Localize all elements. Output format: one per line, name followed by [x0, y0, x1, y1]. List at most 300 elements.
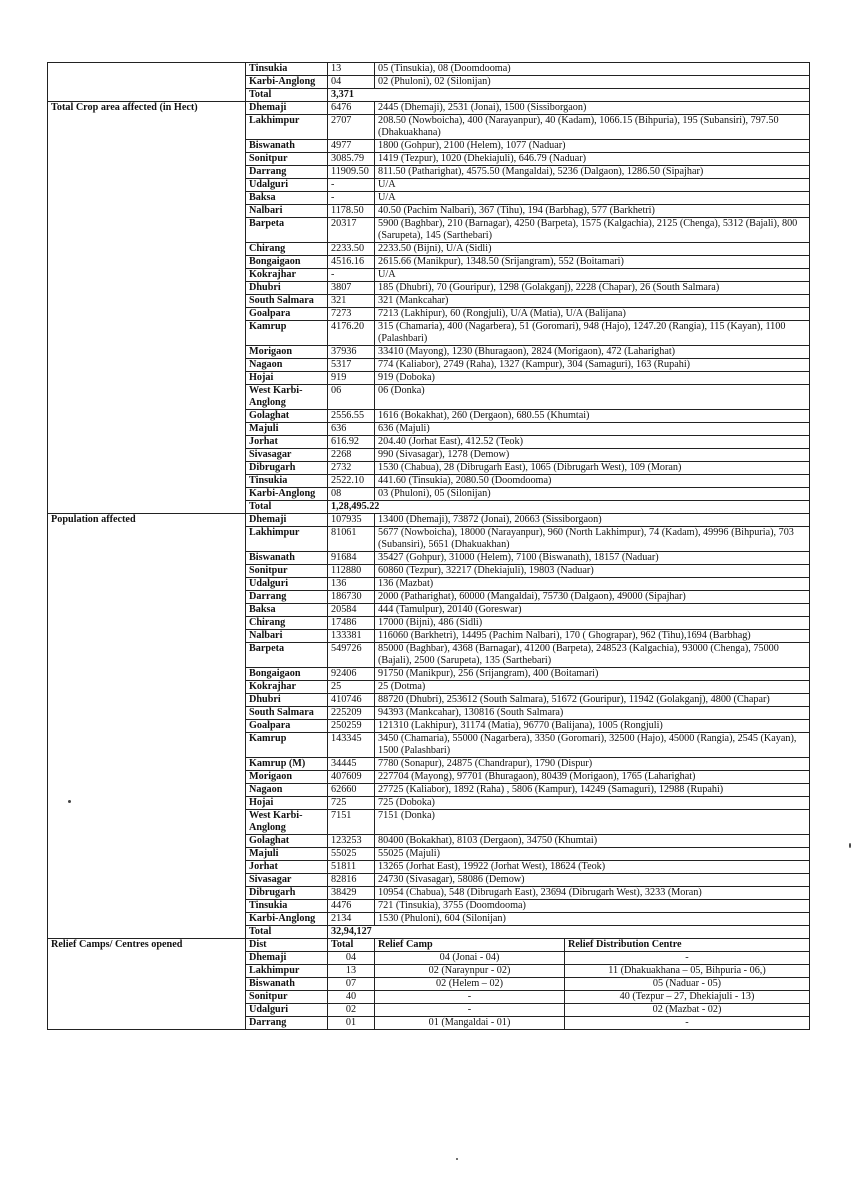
- district-cell: Lakhimpur: [246, 115, 328, 140]
- table-row: [48, 591, 810, 604]
- district-cell: Nagaon: [246, 359, 328, 372]
- district-cell: Darrang: [246, 591, 328, 604]
- district-cell: Lakhimpur: [246, 527, 328, 552]
- table-row: [48, 643, 810, 668]
- detail-cell: 1616 (Bokakhat), 260 (Dergaon), 680.55 (Khumtai): [375, 410, 810, 423]
- table-row: [48, 269, 810, 282]
- value-cell: 62660: [328, 784, 375, 797]
- table-row: [48, 218, 810, 243]
- table-row: [48, 436, 810, 449]
- value-cell: 107935: [328, 514, 375, 527]
- value-cell: 7151: [328, 810, 375, 835]
- detail-cell: 88720 (Dhubri), 253612 (South Salmara), 51672 (Gouripur), 11942 (Golakganj), 4800 (Chapar): [375, 694, 810, 707]
- value-cell: 2707: [328, 115, 375, 140]
- table-row: [48, 475, 810, 488]
- detail-cell: 208.50 (Nowboicha), 400 (Narayanpur), 40 (Kadam), 1066.15 (Bihpuria), 195 (Subansiri), 797.50 (Dhakuakhana): [375, 115, 810, 140]
- detail-cell: 24730 (Sivasagar), 58086 (Demow): [375, 874, 810, 887]
- detail-cell: 40.50 (Pachim Nalbari), 367 (Tihu), 194 (Barbhag), 577 (Barkhetri): [375, 205, 810, 218]
- district-cell: Biswanath: [246, 978, 328, 991]
- section-label: [48, 784, 246, 797]
- detail-cell: 10954 (Chabua), 548 (Dibrugarh East), 23694 (Dibrugarh West), 3233 (Moran): [375, 887, 810, 900]
- district-cell: Bongaigaon: [246, 256, 328, 269]
- detail-cell: 725 (Doboka): [375, 797, 810, 810]
- section-label: [48, 76, 246, 89]
- detail-cell: 315 (Chamaria), 400 (Nagarbera), 51 (Goromari), 948 (Hajo), 1247.20 (Rangia), 115 (Kayan), 1100 (Palashbari): [375, 321, 810, 346]
- detail-cell: 136 (Mazbat): [375, 578, 810, 591]
- relief-camp-cell: 02 (Naraynpur - 02): [375, 965, 565, 978]
- section-label: [48, 321, 246, 346]
- section-label: [48, 630, 246, 643]
- detail-cell: 06 (Donka): [375, 385, 810, 410]
- value-cell: 25: [328, 681, 375, 694]
- camp-row: [48, 965, 810, 978]
- section-label: [48, 733, 246, 758]
- detail-cell: 321 (Mankcahar): [375, 295, 810, 308]
- value-cell: 136: [328, 578, 375, 591]
- total-value: 1,28,495.22: [328, 501, 810, 514]
- section-label: [48, 578, 246, 591]
- district-cell: Kokrajhar: [246, 269, 328, 282]
- table-row: [48, 449, 810, 462]
- detail-cell: 35427 (Gohpur), 31000 (Helem), 7100 (Biswanath), 18157 (Naduar): [375, 552, 810, 565]
- table-row: [48, 462, 810, 475]
- district-cell: Sonitpur: [246, 991, 328, 1004]
- table-row: [48, 423, 810, 436]
- district-cell: Jorhat: [246, 861, 328, 874]
- section-label: Total Crop area affected (in Hect): [48, 102, 246, 115]
- relief-camp-cell: 01 (Mangaldai - 01): [375, 1017, 565, 1030]
- district-cell: Goalpara: [246, 720, 328, 733]
- detail-cell: 2445 (Dhemaji), 2531 (Jonai), 1500 (Sissiborgaon): [375, 102, 810, 115]
- section-label: [48, 449, 246, 462]
- district-cell: Lakhimpur: [246, 965, 328, 978]
- section-label: [48, 89, 246, 102]
- table-row: [48, 861, 810, 874]
- section-label: [48, 874, 246, 887]
- detail-cell: 1419 (Tezpur), 1020 (Dhekiajuli), 646.79 (Naduar): [375, 153, 810, 166]
- table-row: [48, 565, 810, 578]
- table-row: [48, 681, 810, 694]
- section-label: [48, 140, 246, 153]
- value-cell: 08: [328, 488, 375, 501]
- value-cell: 112880: [328, 565, 375, 578]
- table-row: [48, 205, 810, 218]
- value-cell: 4476: [328, 900, 375, 913]
- section-label: [48, 527, 246, 552]
- value-cell: 250259: [328, 720, 375, 733]
- detail-cell: U/A: [375, 269, 810, 282]
- detail-cell: U/A: [375, 179, 810, 192]
- camp-row: [48, 1004, 810, 1017]
- value-cell: 2268: [328, 449, 375, 462]
- table-row: [48, 166, 810, 179]
- table-row: [48, 243, 810, 256]
- value-cell: 51811: [328, 861, 375, 874]
- value-cell: 91684: [328, 552, 375, 565]
- table-row: [48, 102, 810, 115]
- detail-cell: 60860 (Tezpur), 32217 (Dhekiajuli), 19803 (Naduar): [375, 565, 810, 578]
- relief-centre-cell: 40 (Tezpur – 27, Dhekiajuli - 13): [565, 991, 810, 1004]
- section-label: [48, 810, 246, 835]
- camps-header-row: [48, 939, 810, 952]
- district-cell: Tinsukia: [246, 900, 328, 913]
- relief-camp-cell: 04 (Jonai - 04): [375, 952, 565, 965]
- detail-cell: 919 (Doboka): [375, 372, 810, 385]
- district-cell: Total: [246, 926, 328, 939]
- section-label: [48, 771, 246, 784]
- table-row: [48, 758, 810, 771]
- section-label: [48, 952, 246, 965]
- section-label: [48, 991, 246, 1004]
- detail-cell: 27725 (Kaliabor), 1892 (Raha) , 5806 (Kampur), 14249 (Samaguri), 12988 (Rupahi): [375, 784, 810, 797]
- table-row: [48, 527, 810, 552]
- district-cell: Goalpara: [246, 308, 328, 321]
- section-label: [48, 835, 246, 848]
- section-label: [48, 604, 246, 617]
- district-cell: Chirang: [246, 243, 328, 256]
- table-row: [48, 552, 810, 565]
- section-label: [48, 707, 246, 720]
- value-cell: 321: [328, 295, 375, 308]
- section-label: [48, 63, 246, 76]
- value-cell: 4176.20: [328, 321, 375, 346]
- table-row: [48, 874, 810, 887]
- district-cell: Kamrup (M): [246, 758, 328, 771]
- table-row: [48, 630, 810, 643]
- value-cell: -: [328, 179, 375, 192]
- detail-cell: 80400 (Bokakhat), 8103 (Dergaon), 34750 (Khumtai): [375, 835, 810, 848]
- table-row: [48, 810, 810, 835]
- section-label: [48, 965, 246, 978]
- detail-cell: 811.50 (Patharighat), 4575.50 (Mangaldai), 5236 (Dalgaon), 1286.50 (Sipajhar): [375, 166, 810, 179]
- section-label: [48, 643, 246, 668]
- district-cell: Total: [246, 501, 328, 514]
- detail-cell: 774 (Kaliabor), 2749 (Raha), 1327 (Kampur), 304 (Samaguri), 163 (Rupahi): [375, 359, 810, 372]
- district-cell: Dhemaji: [246, 514, 328, 527]
- section-label: [48, 295, 246, 308]
- detail-cell: 7151 (Donka): [375, 810, 810, 835]
- district-cell: Nalbari: [246, 630, 328, 643]
- value-cell: 20317: [328, 218, 375, 243]
- value-cell: 2134: [328, 913, 375, 926]
- table-row: [48, 617, 810, 630]
- district-cell: Morigaon: [246, 771, 328, 784]
- section-label: [48, 861, 246, 874]
- district-cell: Dibrugarh: [246, 462, 328, 475]
- camp-head-total: Total: [328, 939, 375, 952]
- section-label: [48, 552, 246, 565]
- scan-speck: [849, 843, 851, 848]
- section-label: [48, 256, 246, 269]
- table-row: [48, 140, 810, 153]
- detail-cell: 2000 (Patharighat), 60000 (Mangaldai), 75730 (Dalgaon), 49000 (Sipajhar): [375, 591, 810, 604]
- district-cell: Sivasagar: [246, 449, 328, 462]
- table-row: [48, 578, 810, 591]
- detail-cell: 85000 (Baghbar), 4368 (Barnagar), 41200 (Barpeta), 248523 (Kalgachia), 93000 (Chenga), 75000 (Bajali), 2500 (Sarupeta), 135 (Sarthebari): [375, 643, 810, 668]
- section-label: [48, 501, 246, 514]
- table-row: [48, 848, 810, 861]
- value-cell: 2556.55: [328, 410, 375, 423]
- value-cell: -: [328, 192, 375, 205]
- value-cell: 123253: [328, 835, 375, 848]
- district-cell: Morigaon: [246, 346, 328, 359]
- section-label: [48, 153, 246, 166]
- district-cell: Golaghat: [246, 410, 328, 423]
- detail-cell: 1530 (Phuloni), 604 (Silonijan): [375, 913, 810, 926]
- value-cell: 34445: [328, 758, 375, 771]
- detail-cell: 7213 (Lakhipur), 60 (Rongjuli), U/A (Matia), U/A (Balijana): [375, 308, 810, 321]
- section-label: Population affected: [48, 514, 246, 527]
- section-label: [48, 913, 246, 926]
- relief-camp-cell: -: [375, 991, 565, 1004]
- section-label: [48, 887, 246, 900]
- value-cell: 82816: [328, 874, 375, 887]
- district-cell: Majuli: [246, 848, 328, 861]
- detail-cell: 3450 (Chamaria), 55000 (Nagarbera), 3350 (Goromari), 32500 (Hajo), 45000 (Rangia), 2545 (Kayan), 1500 (Palashbari): [375, 733, 810, 758]
- value-cell: 13: [328, 63, 375, 76]
- section-label: [48, 308, 246, 321]
- detail-cell: 185 (Dhubri), 70 (Gouripur), 1298 (Golakganj), 2228 (Chapar), 26 (South Salmara): [375, 282, 810, 295]
- section-label: [48, 591, 246, 604]
- district-cell: Total: [246, 89, 328, 102]
- value-cell: 143345: [328, 733, 375, 758]
- value-cell: 38429: [328, 887, 375, 900]
- value-cell: 133381: [328, 630, 375, 643]
- camp-total-cell: 01: [328, 1017, 375, 1030]
- value-cell: 410746: [328, 694, 375, 707]
- section-label: [48, 346, 246, 359]
- table-row: [48, 784, 810, 797]
- value-cell: 225209: [328, 707, 375, 720]
- section-label: [48, 462, 246, 475]
- camp-head-centre: Relief Distribution Centre: [565, 939, 810, 952]
- section-label: [48, 385, 246, 410]
- detail-cell: 05 (Tinsukia), 08 (Doomdooma): [375, 63, 810, 76]
- detail-cell: 1800 (Gohpur), 2100 (Helem), 1077 (Naduar): [375, 140, 810, 153]
- detail-cell: 441.60 (Tinsukia), 2080.50 (Doomdooma): [375, 475, 810, 488]
- relief-camp-cell: 02 (Helem – 02): [375, 978, 565, 991]
- section-label: [48, 205, 246, 218]
- detail-cell: 33410 (Mayong), 1230 (Bhuragaon), 2824 (Morigaon), 472 (Laharighat): [375, 346, 810, 359]
- district-cell: Chirang: [246, 617, 328, 630]
- table-row: [48, 192, 810, 205]
- scan-speck: [68, 800, 71, 803]
- detail-cell: 03 (Phuloni), 05 (Silonijan): [375, 488, 810, 501]
- district-cell: Udalguri: [246, 578, 328, 591]
- relief-camp-cell: -: [375, 1004, 565, 1017]
- value-cell: 4977: [328, 140, 375, 153]
- camp-total-cell: 13: [328, 965, 375, 978]
- section-label: [48, 282, 246, 295]
- value-cell: -: [328, 269, 375, 282]
- table-row: [48, 115, 810, 140]
- relief-centre-cell: 02 (Mazbat - 02): [565, 1004, 810, 1017]
- detail-cell: 636 (Majuli): [375, 423, 810, 436]
- table-row: [48, 256, 810, 269]
- district-cell: Tinsukia: [246, 63, 328, 76]
- detail-cell: U/A: [375, 192, 810, 205]
- district-cell: Dhubri: [246, 694, 328, 707]
- value-cell: 2732: [328, 462, 375, 475]
- section-label: [48, 1017, 246, 1030]
- value-cell: 37936: [328, 346, 375, 359]
- section-label: [48, 423, 246, 436]
- detail-cell: 990 (Sivasagar), 1278 (Demow): [375, 449, 810, 462]
- section-label: [48, 1004, 246, 1017]
- scan-speck: [456, 1158, 458, 1160]
- district-cell: West Karbi-Anglong: [246, 385, 328, 410]
- detail-cell: 5677 (Nowboicha), 18000 (Narayanpur), 960 (North Lakhimpur), 74 (Kadam), 49996 (Bihpuria), 703 (Subansiri), 5651 (Dhakuakhan): [375, 527, 810, 552]
- camp-total-cell: 02: [328, 1004, 375, 1017]
- detail-cell: 116060 (Barkhetri), 14495 (Pachim Nalbari), 170 ( Ghograpar), 962 (Tihu),1694 (Barbhag): [375, 630, 810, 643]
- value-cell: 186730: [328, 591, 375, 604]
- section-label: [48, 410, 246, 423]
- table-row: [48, 900, 810, 913]
- district-cell: Dibrugarh: [246, 887, 328, 900]
- table-row: [48, 385, 810, 410]
- value-cell: 20584: [328, 604, 375, 617]
- district-cell: Barpeta: [246, 643, 328, 668]
- detail-cell: 5900 (Baghbar), 210 (Barnagar), 4250 (Barpeta), 1575 (Kalgachia), 2125 (Chenga), 5312 (Bajali), 800 (Sarupeta), 145 (Sarthebari): [375, 218, 810, 243]
- value-cell: 5317: [328, 359, 375, 372]
- section-label: [48, 488, 246, 501]
- value-cell: 3085.79: [328, 153, 375, 166]
- district-cell: Udalguri: [246, 1004, 328, 1017]
- section-label: [48, 192, 246, 205]
- district-cell: Biswanath: [246, 140, 328, 153]
- value-cell: 06: [328, 385, 375, 410]
- detail-cell: 17000 (Bijni), 486 (Sidli): [375, 617, 810, 630]
- table-row: [48, 771, 810, 784]
- district-cell: Kamrup: [246, 321, 328, 346]
- table-row: [48, 179, 810, 192]
- camp-total-cell: 40: [328, 991, 375, 1004]
- value-cell: 919: [328, 372, 375, 385]
- district-cell: Tinsukia: [246, 475, 328, 488]
- district-cell: Baksa: [246, 604, 328, 617]
- value-cell: 2233.50: [328, 243, 375, 256]
- value-cell: 04: [328, 76, 375, 89]
- detail-cell: 02 (Phuloni), 02 (Silonijan): [375, 76, 810, 89]
- table-row: [48, 282, 810, 295]
- value-cell: 11909.50: [328, 166, 375, 179]
- detail-cell: 721 (Tinsukia), 3755 (Doomdooma): [375, 900, 810, 913]
- detail-cell: 1530 (Chabua), 28 (Dibrugarh East), 1065 (Dibrugarh West), 109 (Moran): [375, 462, 810, 475]
- table-row: [48, 63, 810, 76]
- table-row: [48, 668, 810, 681]
- detail-cell: 2233.50 (Bijni), U/A (Sidli): [375, 243, 810, 256]
- district-cell: Kamrup: [246, 733, 328, 758]
- district-cell: Sonitpur: [246, 565, 328, 578]
- value-cell: 616.92: [328, 436, 375, 449]
- table-row: [48, 694, 810, 707]
- section-label: Relief Camps/ Centres opened: [48, 939, 246, 952]
- total-row: [48, 926, 810, 939]
- detail-cell: 204.40 (Jorhat East), 412.52 (Teok): [375, 436, 810, 449]
- value-cell: 636: [328, 423, 375, 436]
- value-cell: 3807: [328, 282, 375, 295]
- section-label: [48, 617, 246, 630]
- district-cell: Kokrajhar: [246, 681, 328, 694]
- table-row: [48, 346, 810, 359]
- district-cell: Golaghat: [246, 835, 328, 848]
- camp-total-cell: 04: [328, 952, 375, 965]
- value-cell: 17486: [328, 617, 375, 630]
- table-row: [48, 308, 810, 321]
- table-row: [48, 797, 810, 810]
- relief-centre-cell: -: [565, 1017, 810, 1030]
- section-label: [48, 926, 246, 939]
- detail-cell: 121310 (Lakhipur), 31174 (Matia), 96770 (Balijana), 1005 (Rongjuli): [375, 720, 810, 733]
- section-label: [48, 436, 246, 449]
- district-cell: Hojai: [246, 372, 328, 385]
- section-label: [48, 243, 246, 256]
- table-row: [48, 359, 810, 372]
- table-row: [48, 488, 810, 501]
- relief-centre-cell: -: [565, 952, 810, 965]
- district-cell: Dhemaji: [246, 102, 328, 115]
- table-row: [48, 733, 810, 758]
- district-cell: Nagaon: [246, 784, 328, 797]
- detail-cell: 94393 (Mankcahar), 130816 (South Salmara): [375, 707, 810, 720]
- district-cell: Karbi-Anglong: [246, 913, 328, 926]
- table-row: [48, 720, 810, 733]
- section-label: [48, 681, 246, 694]
- camp-head-dist: Dist: [246, 939, 328, 952]
- district-cell: Baksa: [246, 192, 328, 205]
- table-row: [48, 321, 810, 346]
- detail-cell: 25 (Dotma): [375, 681, 810, 694]
- district-cell: Karbi-Anglong: [246, 488, 328, 501]
- table-row: [48, 372, 810, 385]
- district-cell: Biswanath: [246, 552, 328, 565]
- district-cell: Sivasagar: [246, 874, 328, 887]
- section-label: [48, 758, 246, 771]
- value-cell: 6476: [328, 102, 375, 115]
- value-cell: 549726: [328, 643, 375, 668]
- table-row: [48, 707, 810, 720]
- value-cell: 725: [328, 797, 375, 810]
- section-label: [48, 797, 246, 810]
- section-label: [48, 720, 246, 733]
- camp-total-cell: 07: [328, 978, 375, 991]
- district-cell: Majuli: [246, 423, 328, 436]
- section-label: [48, 848, 246, 861]
- district-cell: Hojai: [246, 797, 328, 810]
- total-value: 32,94,127: [328, 926, 810, 939]
- table-row: [48, 76, 810, 89]
- district-cell: South Salmara: [246, 295, 328, 308]
- detail-cell: 227704 (Mayong), 97701 (Bhuragaon), 80439 (Morigaon), 1765 (Laharighat): [375, 771, 810, 784]
- table-row: [48, 153, 810, 166]
- total-row: [48, 89, 810, 102]
- table-row: [48, 410, 810, 423]
- value-cell: 7273: [328, 308, 375, 321]
- section-label: [48, 900, 246, 913]
- table-row: [48, 835, 810, 848]
- relief-centre-cell: 11 (Dhakuakhana – 05, Bihpuria - 06,): [565, 965, 810, 978]
- section-label: [48, 668, 246, 681]
- total-row: [48, 501, 810, 514]
- section-label: [48, 694, 246, 707]
- district-cell: Jorhat: [246, 436, 328, 449]
- district-cell: West Karbi-Anglong: [246, 810, 328, 835]
- value-cell: 1178.50: [328, 205, 375, 218]
- detail-cell: 444 (Tamulpur), 20140 (Goreswar): [375, 604, 810, 617]
- relief-centre-cell: 05 (Naduar - 05): [565, 978, 810, 991]
- district-cell: Dhubri: [246, 282, 328, 295]
- table-row: [48, 295, 810, 308]
